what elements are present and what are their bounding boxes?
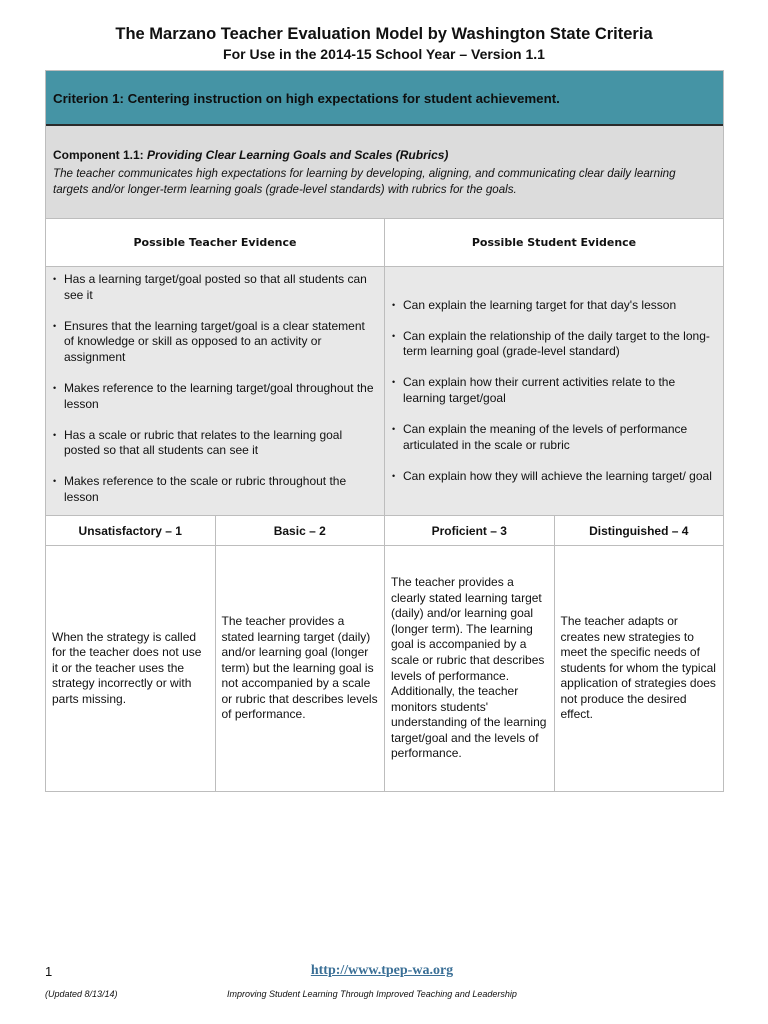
level-distinguished-heading: Distinguished – 4 <box>589 523 689 538</box>
document-title: The Marzano Teacher Evaluation Model by Washington State Criteria <box>115 25 653 43</box>
list-item: • Can explain how their current activities relate to the learning target/goal <box>391 375 717 406</box>
updated-date: (Updated 8/13/14) <box>45 989 118 999</box>
component-prefix: Component 1.1 <box>53 148 140 162</box>
component-description: The teacher communicates high expectations for learning by developing, aligning, and communicating clear daily learning targets and/or longer-term learning goals (grade-level standards) with rubrics for the goals. <box>53 167 676 196</box>
footer-tagline: Improving Student Learning Through Improved Teaching and Leadership <box>227 989 517 999</box>
list-item: • Can explain how they will achieve the learning target/ goal <box>391 469 717 485</box>
evidence-header-row <box>46 219 723 267</box>
list-item: • Can explain the meaning of the levels of performance articulated in the scale or rubric <box>391 422 717 453</box>
page-number: 1 <box>45 964 53 979</box>
level-proficient-heading: Proficient – 3 <box>385 516 555 545</box>
student-evidence-cell <box>385 267 723 515</box>
teacher-evidence-list <box>52 272 378 506</box>
student-evidence-list <box>391 298 717 485</box>
criterion-banner: Criterion 1: Centering instruction on high expectations for student achievement. <box>46 71 723 126</box>
list-item: • Makes reference to the scale or rubric throughout the lesson <box>52 474 378 505</box>
level-proficient-description: The teacher provides a clearly stated learning target (daily) and/or learning goal (longer term). The learning goal is accompanied by a scale or rubric that describes levels of performance. Additionally, the teacher monitors students' understanding of the learning target/goal and the levels of performance. <box>385 546 555 791</box>
evidence-body-row <box>46 267 723 516</box>
level-unsatisfactory-heading: Unsatisfactory – 1 <box>46 516 216 545</box>
level-unsatisfactory-description: When the strategy is called for the teacher does not use it or the teacher uses the strategy incorrectly or with parts missing. <box>46 546 216 791</box>
component-heading <box>53 148 713 162</box>
list-item: • Makes reference to the learning target/goal throughout the lesson <box>52 381 378 412</box>
component-separator: : <box>139 148 148 162</box>
student-evidence-heading: Possible Student Evidence <box>471 236 637 249</box>
list-item: • Can explain the learning target for that day's lesson <box>391 298 717 314</box>
rating-header-row <box>46 516 723 546</box>
document-subtitle: For Use in the 2014-15 School Year – Version 1.1 <box>223 46 545 62</box>
level-basic-heading: Basic – 2 <box>216 516 386 545</box>
evaluation-table <box>45 70 724 792</box>
list-item: • Has a learning target/goal posted so that all students can see it <box>52 272 378 303</box>
component-name: Providing Clear Learning Goals and Scales (Rubrics) <box>147 148 449 162</box>
teacher-evidence-heading: Possible Teacher Evidence <box>46 219 385 266</box>
list-item: • Ensures that the learning target/goal is a clear statement of knowledge or skill as opposed to an activity or assignment <box>52 319 378 366</box>
list-item: • Can explain the relationship of the daily target to the long-term learning goal (grade-level standard) <box>391 329 717 360</box>
teacher-evidence-cell <box>46 267 385 515</box>
website-link[interactable]: http://www.tpep-wa.org <box>310 963 454 978</box>
level-basic-description: The teacher provides a stated learning target (daily) and/or learning goal (longer term) but the learning goal is not accompanied by a scale or rubric that describes levels of performance. <box>216 546 386 791</box>
level-distinguished-description: The teacher adapts or creates new strategies to meet the specific needs of students for whom the typical application of strategies does not produce the desired effect. <box>560 613 716 722</box>
list-item: • Has a scale or rubric that relates to the learning goal posted so that all students can see it <box>52 428 378 459</box>
component-section <box>46 126 723 219</box>
rating-body-row <box>46 546 723 792</box>
